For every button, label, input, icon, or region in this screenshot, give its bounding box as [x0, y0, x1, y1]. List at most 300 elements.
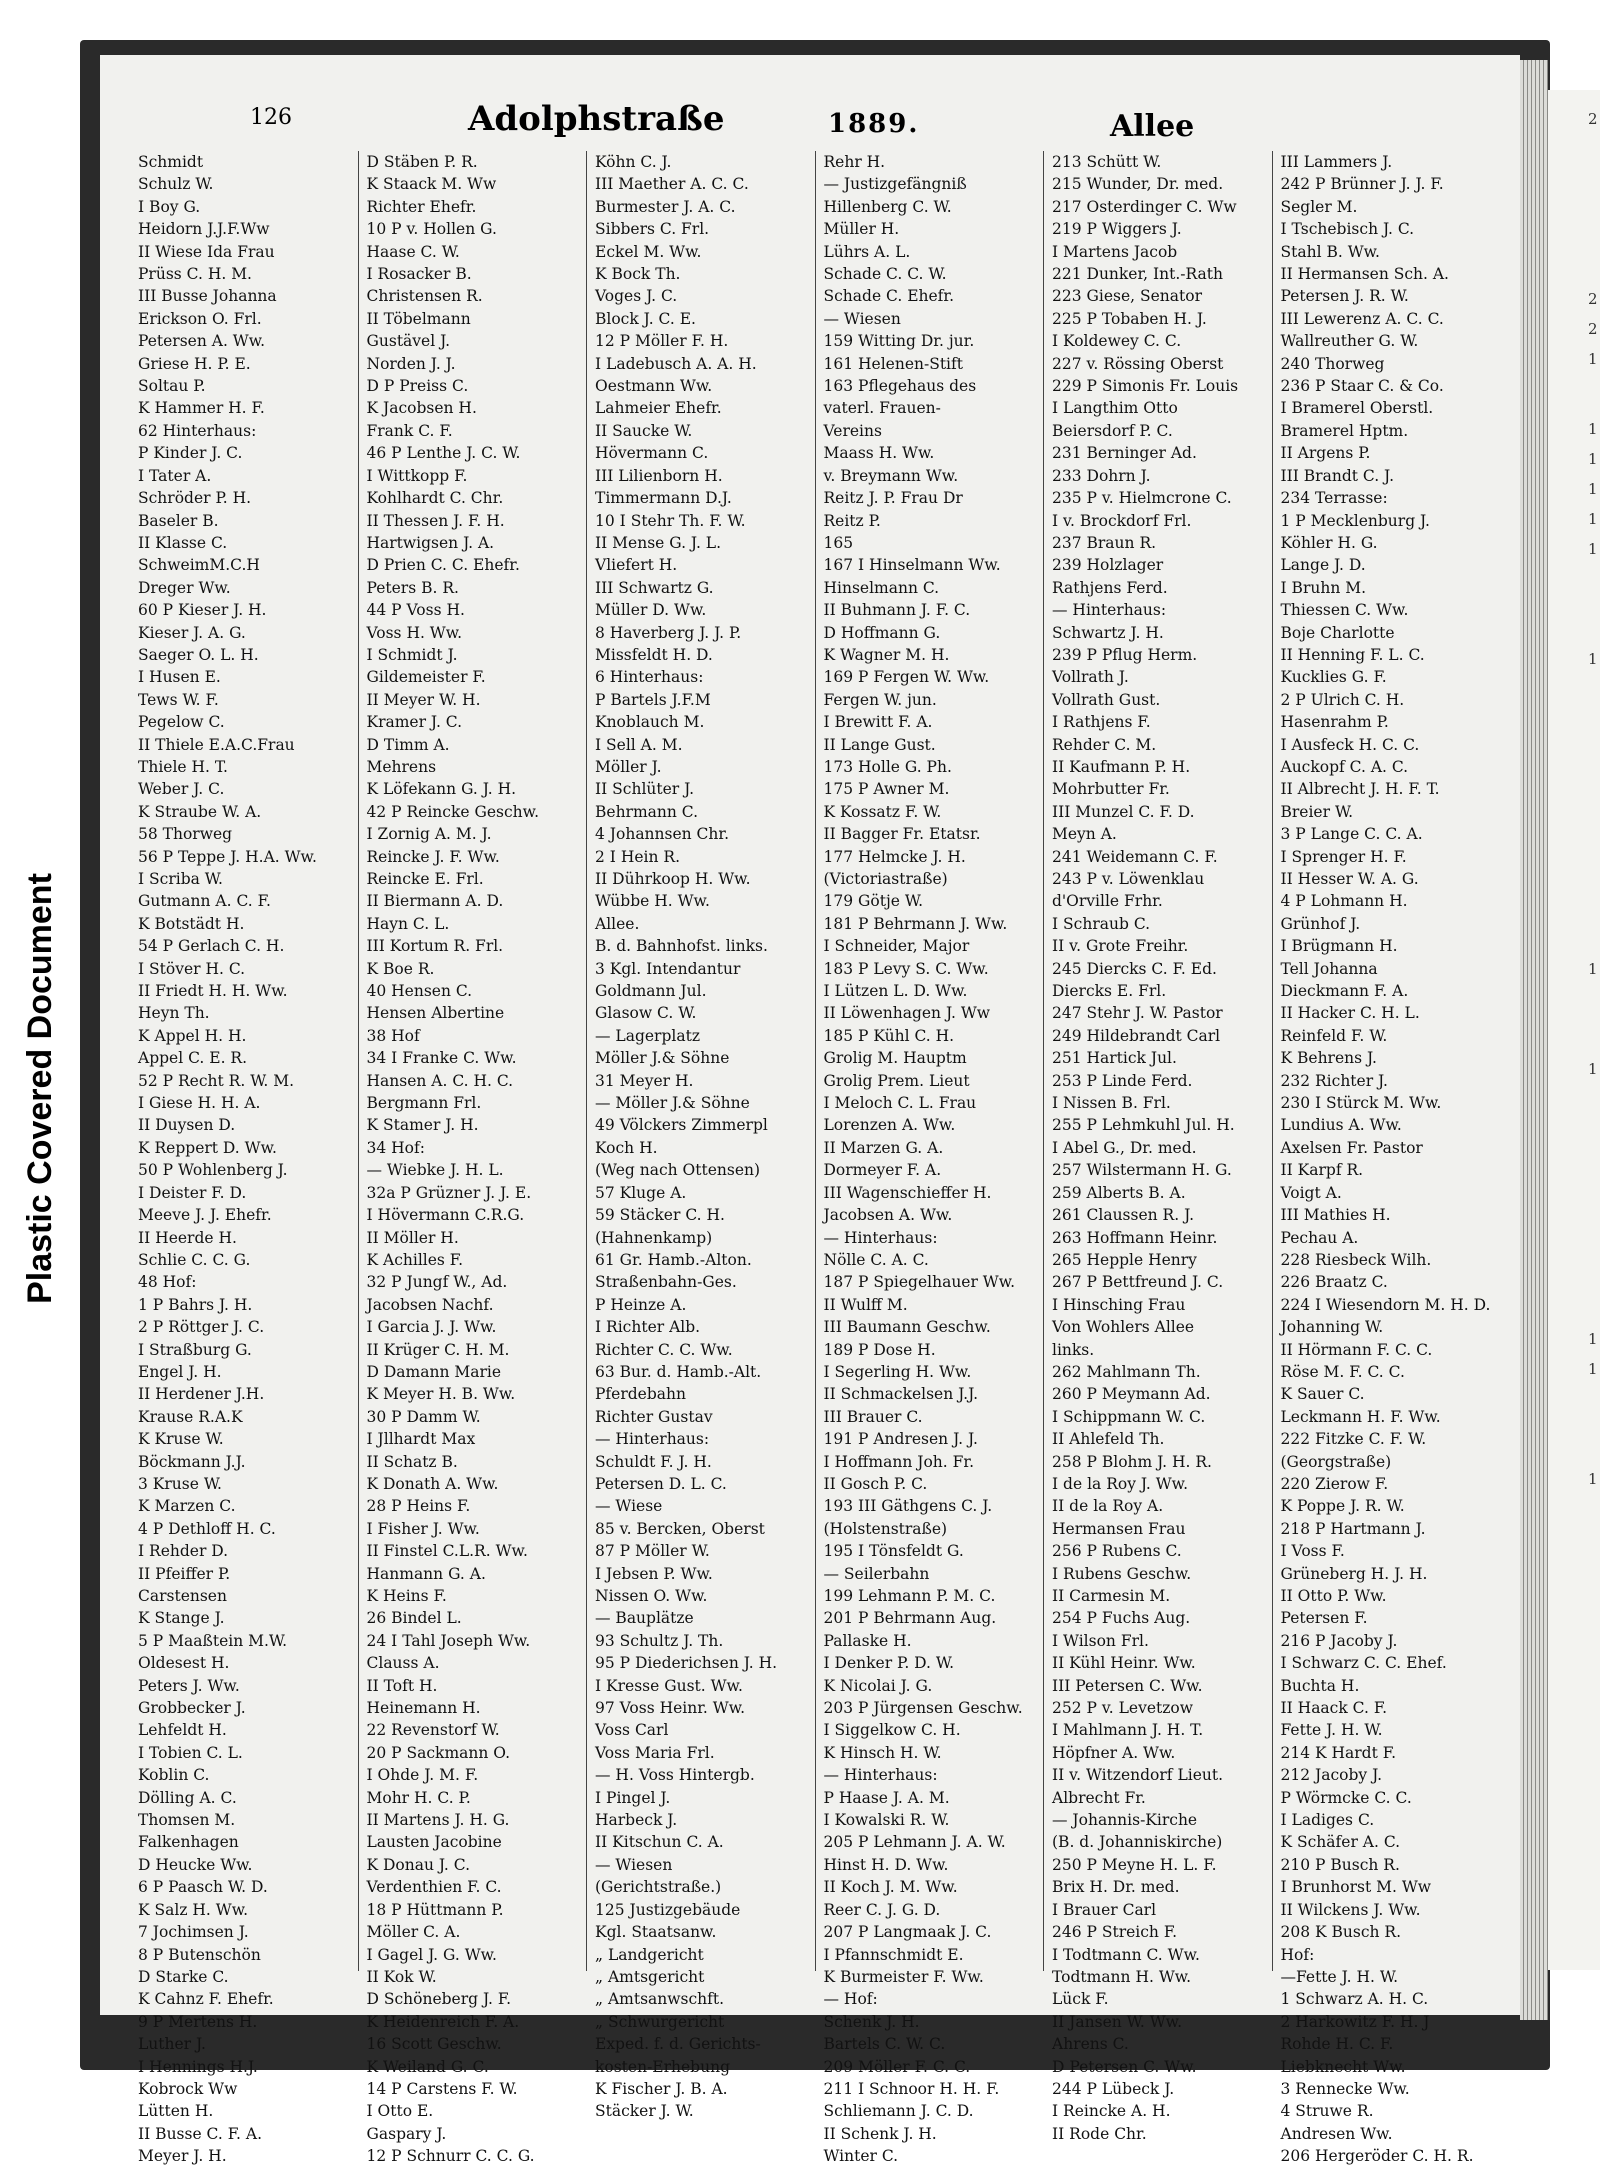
directory-entry: 246 P Streich F.	[1052, 1923, 1178, 1942]
directory-entry: Lührs A. L.	[823, 242, 911, 261]
directory-entry: v. Breymann Ww.	[823, 466, 959, 485]
directory-entry: II Dührkoop H. Ww.	[595, 870, 751, 888]
directory-entry: Voigt A.	[1280, 1183, 1342, 1202]
directory-entry: 49 Völckers Zimmerpl	[595, 1116, 768, 1135]
directory-entry: Lausten Jacobine	[366, 1833, 502, 1852]
directory-entry: Mehrens	[366, 757, 437, 776]
directory-entry: D Timm A.	[366, 735, 450, 754]
directory-entry: I Jllhardt Max	[366, 1430, 476, 1449]
directory-entry: I Pingel J.	[595, 1788, 671, 1807]
directory-entry: 32a P Grüzner J. J. E.	[366, 1183, 532, 1202]
directory-entry: K Nicolai J. G.	[823, 1676, 933, 1695]
directory-entry: I Lützen L. D. Ww.	[823, 982, 968, 1001]
directory-entry: Meyer J. H.	[138, 2147, 227, 2166]
directory-entry: 40 Hensen C.	[366, 982, 473, 1001]
directory-entry: 165	[823, 533, 854, 552]
margin-fragment: 1	[1588, 960, 1598, 978]
directory-entry: II Finstel C.L.R. Ww.	[366, 1542, 528, 1561]
directory-entry: K Kruse W.	[138, 1430, 224, 1449]
directory-entry: III Schwartz G.	[595, 578, 714, 597]
directory-entry: „ Landgericht	[595, 1945, 704, 1964]
directory-entry: 220 Zierow F.	[1280, 1474, 1389, 1493]
directory-entry: I Fisher J. Ww.	[366, 1519, 480, 1538]
directory-entry: K Stamer J. H.	[366, 1116, 479, 1135]
directory-entry: 10 I Stehr Th. F. W.	[595, 511, 746, 530]
directory-entry: II Albrecht J. H. F. T.	[1280, 780, 1440, 799]
directory-entry: II Henning F. L. C.	[1280, 645, 1425, 664]
directory-entry: 4 P Dethloff H. C.	[138, 1519, 276, 1538]
directory-entry: Tews W. F.	[138, 690, 219, 709]
directory-entry: Höpfner A. Ww.	[1052, 1743, 1176, 1762]
margin-fragment: 1	[1588, 1060, 1598, 1078]
directory-entry: I de la Roy J. Ww.	[1052, 1474, 1189, 1493]
directory-entry: 61 Gr. Hamb.-Alton.	[595, 1250, 752, 1269]
directory-entry: 237 Braun R.	[1052, 533, 1157, 552]
directory-entry: I Deister F. D.	[138, 1183, 247, 1202]
directory-entry: II Bagger Fr. Etatsr.	[823, 825, 981, 844]
directory-entry: Köhler H. G.	[1280, 533, 1378, 552]
directory-entry: II Klasse C.	[138, 533, 228, 552]
directory-entry: Allee.	[595, 914, 640, 933]
directory-entry: Wallreuther G. W.	[1280, 332, 1419, 351]
directory-entry: Bergmann Frl.	[366, 1094, 482, 1113]
directory-entry: Meeve J. J. Ehefr.	[138, 1206, 272, 1225]
directory-entry: vaterl. Frauen-	[823, 399, 941, 418]
directory-entry: Schenk J. H.	[823, 2012, 920, 2031]
directory-entry: D Heucke Ww.	[138, 1855, 253, 1874]
directory-entry: 249 Hildebrandt Carl	[1052, 1026, 1221, 1045]
directory-entry: 227 v. Rössing Oberst	[1052, 354, 1224, 373]
directory-entry: K Schäfer A. C.	[1280, 1833, 1401, 1852]
directory-entry: 44 P Voss H.	[366, 601, 465, 620]
directory-entry: Reincke J. F. Ww.	[366, 847, 500, 866]
directory-entry: Petersen J. R. W.	[1280, 287, 1409, 306]
directory-entry: II Lange Gust.	[823, 735, 936, 754]
directory-entry: K Botstädt H.	[138, 914, 245, 933]
directory-entry: K Boe R.	[366, 959, 435, 978]
directory-entry: 5 P Maaßtein M.W.	[138, 1631, 288, 1650]
column-2	[359, 151, 588, 2166]
directory-entry: 3 P Lange C. C. A.	[1280, 825, 1423, 844]
directory-entry: Reitz P.	[823, 511, 881, 530]
directory-entry: SchweimM.C.H	[138, 556, 260, 575]
directory-entry: 263 Hoffmann Heinr.	[1052, 1228, 1218, 1247]
directory-entry: 234 Terrasse:	[1280, 489, 1388, 508]
directory-entry: Nissen O. Ww.	[595, 1587, 708, 1605]
directory-entry: 243 P v. Löwenklau	[1052, 870, 1205, 888]
directory-entry: K Wagner M. H.	[823, 645, 950, 664]
directory-entry: I Boy G.	[138, 197, 201, 216]
margin-fragment: 1	[1588, 510, 1598, 528]
directory-entry: II Koch J. M. Ww.	[823, 1878, 958, 1897]
directory-entry: I Straßburg G.	[138, 1340, 252, 1359]
directory-entry: 24 I Tahl Joseph Ww.	[366, 1631, 531, 1650]
directory-entry: Pallaske H.	[823, 1631, 912, 1650]
directory-entry: Grüneberg H. J. H.	[1280, 1564, 1428, 1583]
margin-fragment: 2	[1588, 290, 1598, 308]
directory-entry: I Tater A.	[138, 466, 212, 485]
directory-entry: II Töbelmann	[366, 309, 471, 328]
directory-entry: B. d. Bahnhofst. links.	[595, 937, 768, 956]
directory-entry: K Donau J. C.	[366, 1855, 470, 1874]
directory-entry: Luther J.	[138, 2035, 206, 2054]
directory-entry: II Buhmann J. F. C.	[823, 601, 971, 620]
directory-entry: Schwartz J. H.	[1052, 623, 1164, 642]
directory-entry: 2 I Hein R.	[595, 847, 680, 866]
directory-entry: Rohde H. C. F.	[1280, 2035, 1394, 2054]
directory-entry: Böckmann J.J.	[138, 1452, 246, 1471]
directory-entry: 169 P Fergen W. Ww.	[823, 668, 990, 687]
directory-entry: Köhn C. J.	[595, 153, 672, 171]
directory-entry: Leckmann H. F. Ww.	[1280, 1407, 1441, 1426]
directory-entry: Nölle C. A. C.	[823, 1250, 929, 1269]
directory-entry: 213 Schütt W.	[1052, 153, 1162, 171]
directory-entry: I Reincke A. H.	[1052, 2102, 1171, 2121]
directory-entry: 221 Dunker, Int.-Rath	[1052, 265, 1224, 284]
directory-entry: K Fischer J. B. A.	[595, 2079, 728, 2098]
directory-entry: Kramer J. C.	[366, 713, 463, 732]
margin-fragment: 2	[1588, 320, 1598, 338]
directory-entry: 9 P Mertens H.	[138, 2012, 258, 2031]
book-page	[100, 55, 1520, 2166]
directory-entry: III Wagenschieffer H.	[823, 1183, 992, 1202]
directory-entry: Saeger O. L. H.	[138, 645, 259, 664]
directory-entry: Baseler B.	[138, 511, 219, 530]
directory-entry: II Krüger C. H. M.	[366, 1340, 510, 1359]
directory-entry: 236 P Staar C. & Co.	[1280, 377, 1444, 396]
directory-entry: II Löwenhagen J. Ww	[823, 1004, 991, 1023]
directory-entry: Jacobsen Nachf.	[366, 1295, 494, 1314]
directory-entry: I Rehder D.	[138, 1542, 229, 1561]
directory-entry: Tell Johanna	[1280, 959, 1378, 978]
directory-entry: K Achilles F.	[366, 1250, 464, 1269]
directory-entry: III Brauer C.	[823, 1407, 923, 1426]
directory-entry: I Ohde J. M. F.	[366, 1766, 479, 1785]
directory-entry: P Heinze A.	[595, 1295, 687, 1314]
directory-entry: 34 Hof:	[366, 1138, 425, 1157]
directory-entry: I Jebsen P. Ww.	[595, 1564, 713, 1583]
directory-entry: 38 Hof	[366, 1026, 420, 1045]
directory-entry: III Mathies H.	[1280, 1206, 1391, 1225]
directory-entry: II Karpf R.	[1280, 1161, 1364, 1180]
directory-entry: 222 Fitzke C. F. W.	[1280, 1430, 1427, 1449]
directory-entry: 3 Kgl. Intendantur	[595, 959, 741, 978]
directory-entry: II Marzen G. A.	[823, 1138, 944, 1157]
directory-entry: II Wiese Ida Frau	[138, 242, 275, 261]
directory-entry: 22 Revenstorf W.	[366, 1721, 500, 1740]
directory-entry: 6 P Paasch W. D.	[138, 1878, 268, 1897]
directory-entry: 267 P Bettfreund J. C.	[1052, 1273, 1224, 1292]
directory-entry: Breier W.	[1280, 802, 1354, 821]
directory-entry: 219 P Wiggers J.	[1052, 220, 1182, 239]
directory-entry: Wübbe H. Ww.	[595, 892, 710, 911]
directory-entry: Röse M. F. C. C.	[1280, 1362, 1405, 1381]
directory-entry: 209 Möller F. C. C.	[823, 2057, 971, 2076]
directory-entry: 4 P Lohmann H.	[1280, 892, 1408, 911]
directory-entry: II Jansen W. Ww.	[1052, 2012, 1183, 2031]
directory-entry: 240 Thorweg	[1280, 354, 1385, 373]
directory-entry: Winter C.	[823, 2147, 899, 2166]
directory-entry: Beiersdorf P. C.	[1052, 421, 1173, 440]
directory-entry: 201 P Behrmann Aug.	[823, 1609, 997, 1628]
directory-entry: 254 P Fuchs Aug.	[1052, 1609, 1191, 1628]
directory-entry: 60 P Kieser J. H.	[138, 601, 267, 620]
directory-entry: K Bock Th.	[595, 265, 681, 284]
directory-entry: I Schippmann W. C.	[1052, 1407, 1206, 1426]
directory-entry: Rathjens Ferd.	[1052, 578, 1168, 597]
directory-entry: II Kaufmann P. H.	[1052, 757, 1191, 776]
directory-entry: II Kok W.	[366, 1967, 437, 1986]
directory-entry: Stäcker J. W.	[595, 2102, 694, 2121]
directory-entry: Lorenzen A. Ww.	[823, 1116, 956, 1135]
directory-entry: II Thessen J. F. H.	[366, 511, 505, 530]
directory-entry: „ Amtsanwschft.	[595, 1990, 725, 2009]
directory-entry: II Martens J. H. G.	[366, 1811, 510, 1830]
directory-entry: 187 P Spiegelhauer Ww.	[823, 1273, 1016, 1292]
directory-entry: 226 Braatz C.	[1280, 1273, 1388, 1292]
directory-entry: I Brewitt F. A.	[823, 713, 933, 732]
directory-entry: 185 P Kühl C. H.	[823, 1026, 955, 1045]
directory-entry: Richter C. C. Ww.	[595, 1340, 733, 1359]
directory-entry: 253 P Linde Ferd.	[1052, 1071, 1193, 1090]
directory-entry: II Schenk J. H.	[823, 2124, 937, 2143]
directory-entry: — Wiesen	[823, 309, 901, 328]
directory-entry: Burmester J. A. C.	[595, 197, 736, 216]
directory-entry: Grolig Prem. Lieut	[823, 1071, 970, 1090]
directory-entry: (B. d. Johanniskirche)	[1052, 1833, 1223, 1852]
directory-entry: 212 Jacoby J.	[1280, 1766, 1383, 1785]
directory-entry: — H. Voss Hintergb.	[595, 1766, 755, 1785]
directory-entry: III Kortum R. Frl.	[366, 937, 504, 956]
directory-entry: Reinfeld F. W.	[1280, 1026, 1388, 1045]
directory-entry: III Munzel C. F. D.	[1052, 802, 1195, 821]
directory-entry: K Löfekann G. J. H.	[366, 780, 517, 799]
directory-entry: — Möller J.& Söhne	[595, 1094, 750, 1113]
directory-entry: Albrecht Fr.	[1052, 1788, 1146, 1807]
directory-entry: 163 Pflegehaus des	[823, 377, 977, 396]
directory-entry: I Rathjens F.	[1052, 713, 1151, 732]
directory-entry: I Tschebisch J. C.	[1280, 220, 1415, 239]
directory-entry: Hanmann G. A.	[366, 1564, 486, 1583]
directory-entry: Gustävel J.	[366, 332, 451, 351]
directory-entry: K Straube W. A.	[138, 802, 262, 821]
directory-entry: II v. Witzendorf Lieut.	[1052, 1766, 1223, 1785]
directory-entry: Dieckmann F. A.	[1280, 982, 1409, 1001]
directory-entry: II Busse C. F. A.	[138, 2124, 263, 2143]
directory-columns	[130, 151, 1500, 2166]
directory-entry: D Prien C. C. Ehefr.	[366, 556, 520, 575]
directory-entry: 4 Johannsen Chr.	[595, 825, 730, 844]
directory-entry: 3 Kruse W.	[138, 1474, 222, 1493]
column-6	[1273, 151, 1501, 2166]
directory-entry: I Bramerel Oberstl.	[1280, 399, 1434, 418]
directory-entry: 257 Wilstermann H. G.	[1052, 1161, 1232, 1180]
directory-entry: Rehder C. M.	[1052, 735, 1157, 754]
directory-entry: I v. Brockdorf Frl.	[1052, 511, 1192, 530]
directory-entry: K Hinsch H. W.	[823, 1743, 942, 1762]
directory-entry: (Gerichtstraße.)	[595, 1878, 722, 1897]
directory-entry: 159 Witting Dr. jur.	[823, 332, 975, 351]
directory-entry: Krause R.A.K	[138, 1407, 243, 1426]
directory-entry: II Meyer W. H.	[366, 690, 481, 709]
directory-entry: 12 P Schnurr C. C. G.	[366, 2147, 535, 2166]
directory-entry: I Brauer Carl	[1052, 1900, 1157, 1919]
directory-entry: 231 Berninger Ad.	[1052, 444, 1197, 463]
directory-entry: Richter Gustav	[595, 1407, 713, 1426]
directory-entry: Lundius A. Ww.	[1280, 1116, 1402, 1135]
directory-entry: K Appel H. H.	[138, 1026, 247, 1045]
directory-entry: Erickson O. Frl.	[138, 309, 262, 328]
directory-entry: Heinemann H.	[366, 1699, 481, 1718]
margin-fragment: 1	[1588, 1330, 1598, 1348]
directory-entry: Lange J. D.	[1280, 556, 1366, 575]
directory-entry: Todtmann H. Ww.	[1052, 1967, 1192, 1986]
directory-entry: I Scriba W.	[138, 870, 223, 888]
directory-entry: I Kowalski R. W.	[823, 1811, 950, 1830]
directory-entry: 179 Götje W.	[823, 892, 924, 911]
directory-entry: 26 Bindel L.	[366, 1609, 462, 1628]
directory-entry: 225 P Tobaben H. J.	[1052, 309, 1207, 328]
directory-entry: 215 Wunder, Dr. med.	[1052, 175, 1224, 194]
directory-entry: 167 I Hinselmann Ww.	[823, 556, 1001, 575]
directory-entry: Hövermann C.	[595, 444, 709, 463]
directory-entry: 239 Holzlager	[1052, 556, 1164, 575]
directory-entry: Prüss C. H. M.	[138, 265, 252, 284]
directory-entry: 2 Harkowitz F. H. J	[1280, 2012, 1430, 2031]
directory-entry: Richter Ehefr.	[366, 197, 477, 216]
directory-entry: Vereins	[823, 421, 882, 440]
directory-entry: Petersen D. L. C.	[595, 1474, 727, 1493]
directory-entry: D Hoffmann G.	[823, 623, 941, 642]
directory-entry: II v. Grote Freihr.	[1052, 937, 1189, 956]
directory-entry: Schröder P. H.	[138, 489, 252, 508]
directory-entry: Auckopf C. A. C.	[1280, 757, 1409, 776]
adjacent-page-fragment	[1548, 90, 1600, 1970]
directory-entry: Liebknecht Ww.	[1280, 2057, 1406, 2076]
directory-entry: 20 P Sackmann O.	[366, 1743, 510, 1762]
directory-entry: 63 Bur. d. Hamb.-Alt.	[595, 1362, 762, 1381]
directory-entry: Pegelow C.	[138, 713, 225, 732]
directory-entry: Schmidt	[138, 153, 204, 171]
directory-entry: Hansen A. C. H. C.	[366, 1071, 514, 1090]
directory-entry: 259 Alberts B. A.	[1052, 1183, 1186, 1202]
directory-entry: 34 I Franke C. Ww.	[366, 1049, 517, 1068]
street-heading: Adolphstraße	[468, 99, 725, 139]
column-5	[1044, 151, 1273, 2143]
directory-entry: 256 P Rubens C.	[1052, 1542, 1182, 1561]
directory-entry: 173 Holle G. Ph.	[823, 757, 952, 776]
directory-entry: 239 P Pflug Herm.	[1052, 645, 1198, 664]
directory-entry: Reincke E. Frl.	[366, 870, 484, 888]
directory-entry: Hartwigsen J. A.	[366, 533, 495, 552]
directory-entry: Appel C. E. R.	[138, 1049, 248, 1068]
directory-entry: I Garcia J. J. Ww.	[366, 1318, 497, 1337]
directory-entry: 233 Dohrn J.	[1052, 466, 1151, 485]
directory-entry: 195 I Tönsfeldt G.	[823, 1542, 964, 1561]
directory-entry: Reitz J. P. Frau Dr	[823, 489, 963, 508]
directory-entry: Vliefert H.	[595, 556, 678, 575]
directory-entry: Bramerel Hptm.	[1280, 421, 1409, 440]
directory-entry: 97 Voss Heinr. Ww.	[595, 1699, 746, 1718]
directory-entry: — Wiese	[595, 1497, 663, 1516]
directory-entry: Norden J. J.	[366, 354, 456, 373]
directory-entry: — Hinterhaus:	[1052, 601, 1167, 620]
directory-entry: 216 P Jacoby J.	[1280, 1631, 1398, 1650]
directory-entry: Müller H.	[823, 220, 900, 239]
directory-entry: II Hörmann F. C. C.	[1280, 1340, 1433, 1359]
directory-entry: III Brandt C. J.	[1280, 466, 1394, 485]
directory-entry: Johanning W.	[1280, 1318, 1384, 1337]
directory-entry: II Argens P.	[1280, 444, 1371, 463]
side-label	[0, 0, 80, 2177]
directory-entry: Pechau A.	[1280, 1228, 1359, 1247]
margin-fragment: 1	[1588, 1470, 1598, 1488]
directory-entry: —Fette J. H. W.	[1280, 1967, 1399, 1986]
directory-entry: P Wörmcke C. C.	[1280, 1788, 1412, 1807]
directory-entry: Ahrens C.	[1052, 2035, 1129, 2054]
directory-entry: II Heerde H.	[138, 1228, 237, 1247]
directory-entry: 161 Helenen-Stift	[823, 354, 963, 373]
directory-entry: 95 P Diederichsen J. H.	[595, 1654, 778, 1673]
directory-entry: 260 P Meymann Ad.	[1052, 1385, 1211, 1404]
directory-entry: K Cahnz F. Ehefr.	[138, 1990, 274, 2009]
directory-entry: (Georgstraße)	[1280, 1452, 1392, 1471]
directory-entry: 262 Mahlmann Th.	[1052, 1362, 1201, 1381]
directory-entry: II Haack C. F.	[1280, 1699, 1388, 1718]
directory-entry: Carstensen	[138, 1587, 227, 1605]
directory-entry: II Thiele E.A.C.Frau	[138, 735, 295, 754]
directory-entry: 56 P Teppe J. H.A. Ww.	[138, 847, 317, 866]
column-4	[816, 151, 1045, 2166]
directory-entry: K Reppert D. Ww.	[138, 1138, 277, 1157]
directory-entry: 4 Struwe R.	[1280, 2102, 1374, 2121]
directory-entry: I Schwarz C. C. Ehef.	[1280, 1654, 1447, 1673]
directory-entry: 16 Scott Geschw.	[366, 2035, 502, 2054]
directory-entry: 6 Hinterhaus:	[595, 668, 704, 687]
directory-entry: II Schmackelsen J.J.	[823, 1385, 979, 1404]
directory-entry: I Stöver H. C.	[138, 959, 246, 978]
directory-entry: Soltau P.	[138, 377, 206, 396]
directory-entry: Heidorn J.J.F.Ww	[138, 220, 270, 239]
directory-entry: Dölling A. C.	[138, 1788, 237, 1807]
directory-entry: Kieser J. A. G.	[138, 623, 246, 642]
directory-entry: Axelsen Fr. Pastor	[1280, 1138, 1423, 1157]
directory-entry: II Hermansen Sch. A.	[1280, 265, 1449, 284]
directory-entry: II Ahlefeld Th.	[1052, 1430, 1165, 1449]
directory-entry: Möller J.	[595, 757, 662, 776]
directory-entry: I Otto E.	[366, 2102, 434, 2121]
directory-entry: 242 P Brünner J. J. F.	[1280, 175, 1444, 194]
directory-entry: 32 P Jungf W., Ad.	[366, 1273, 508, 1292]
directory-entry: 85 v. Bercken, Oberst	[595, 1519, 765, 1538]
directory-entry: D Starke C.	[138, 1967, 229, 1986]
directory-entry: Kobrock Ww	[138, 2079, 238, 2098]
directory-entry: 250 P Meyne H. L. F.	[1052, 1855, 1217, 1874]
directory-entry: K Stange J.	[138, 1609, 225, 1628]
directory-entry: 181 P Behrmann J. Ww.	[823, 914, 1008, 933]
directory-entry: Lahmeier Ehefr.	[595, 399, 722, 418]
directory-entry: Bartels C. W. C.	[823, 2035, 946, 2054]
directory-entry: Behrmann C.	[595, 802, 699, 821]
directory-entry: 189 P Dose H.	[823, 1340, 936, 1359]
directory-entry: I Husen E.	[138, 668, 221, 687]
directory-entry: K Burmeister F. Ww.	[823, 1967, 984, 1986]
directory-entry: 59 Stäcker C. H.	[595, 1206, 725, 1225]
directory-entry: II Hesser W. A. G.	[1280, 870, 1419, 888]
directory-entry: II Toft H.	[366, 1676, 438, 1695]
directory-entry: Grobbecker J.	[138, 1699, 246, 1718]
directory-entry: 87 P Möller W.	[595, 1542, 710, 1561]
